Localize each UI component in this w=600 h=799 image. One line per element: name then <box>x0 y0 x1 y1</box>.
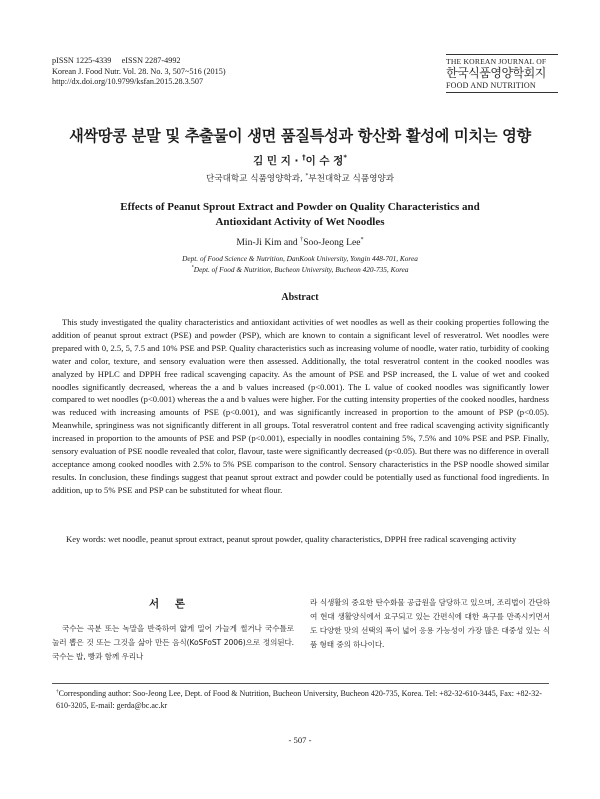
affiliation-star: * <box>191 265 194 271</box>
korean-author-1: 김 민 지 <box>253 155 291 167</box>
corresponding-author-footnote <box>52 688 549 711</box>
journal-name-korean: 한국식품영양학회지 <box>446 66 546 80</box>
journal-citation-block <box>52 56 226 88</box>
korean-author-2: 이 수 정 <box>305 155 344 167</box>
abstract-heading: Abstract <box>281 292 319 303</box>
corresponding-mark: † <box>56 688 59 695</box>
korean-affiliation-1: 단국대학교 식품영양학과, <box>205 174 306 184</box>
english-author-2: Soo-Jeong Lee <box>303 237 361 248</box>
affiliation-star: * <box>305 173 309 180</box>
english-authors <box>0 237 600 248</box>
introduction-right-column: 라 식생활의 중요한 탄수화물 공급원을 담당하고 있으며, 조리법이 간단하여 현대 생활양식에서 요구되고 있는 간편식에 대한 욕구를 만족시키면서도 다양한 맛의 선택의 폭이 넓어 응용 가능성이 가장 많은 대중성 있는 식품 형태 중의 하나이다. <box>310 598 550 649</box>
doi-link[interactable]: http://dx.doi.org/10.9799/ksfan.2015.28.3.507 <box>52 77 204 87</box>
journal-name-english: FOOD AND NUTRITION <box>446 81 558 93</box>
introduction-heading: 서 론 <box>149 598 191 610</box>
author-separator: · <box>290 155 303 167</box>
page-number: - 507 - <box>288 735 312 745</box>
english-affiliation-1: Dept. of Food Science & Nutrition, DanKook University, Yongin 448-701, Korea <box>182 254 418 263</box>
korean-affiliation-2: 부천대학교 식품영양과 <box>308 174 395 184</box>
korean-title: 새싹땅콩 분말 및 추출물이 생면 품질특성과 항산화 활성에 미치는 영향 <box>69 127 531 145</box>
footnote-text: Corresponding author: Soo-Jeong Lee, Dept. of Food & Nutrition, Bucheon University, Bucheon 420-735, Korea. Tel: +82-32-610-3445, Fax: +82-32-610-3205, E-mail: gerda@bc.ac.kr <box>56 689 542 710</box>
journal-logo <box>446 54 558 93</box>
corresponding-mark: † <box>302 153 306 162</box>
abstract-body: This study investigated the quality characteristics and antioxidant activities of wet noodles as well as their cooking properties following the addition of peanut sprout extract (PSE) and powder (PSP), which are known to contain a significant level of resveratrol. Wet noodles were prepared with 0, 2.5, 5, 7.5 and 10% PSE and PSP. Quality characteristics such as increasing volume of noodle, water ratio, turbidity of cooking water and color, texture, and sensory evaluation were then assessed. Additionally, the total resveratrol content in the cooked noodles was analyzed by HPLC and DPPH free radical scavenging capacity. As the amount of PSE and PSP increased, the L value of wet and cooked noodles significantly decreased, whereas the a and b values increased (p<0.001). The L value of cooked noodles was significantly lower compared to wet noodles (p<0.001) whereas the a and b values were higher. For the cutting intensity properties of the cooked noodles, hardness was reduced with increasing amounts of PSE (p<0.001), and was significantly increased in proportion to the amount of PSP (p<0.05). Meanwhile, springiness was not significantly different in all groups. Total resveratrol content and free radical scavenging activity significantly increased in proportion to the amounts of PSE and PSP (p<0.001), especially in noodles containing 5%, 7.5% and 10% PSE and PSP. Finally, sensory evaluation of PSE noodle revealed that color, flavour, taste were significantly decreased (p<0.05). But there was no difference in overall acceptance among cooked noodles with 2.5% to 5% PSE comparison to the control. Sensory characteristics in the PSP noodle showed similar results. In conclusion, these findings suggest that peanut sprout extract and powder could be potentially used as functional food ingredients. In addition, up to 5% PSE and PSP can be substituted for wheat flour. <box>52 317 549 495</box>
introduction-left-column: 국수는 곡분 또는 녹말을 반죽하여 얇게 밀어 가늘게 썰거나 국수틀로 눌러 뽑은 것 또는 그것을 삶아 만든 음식(KoSFoST 2006)으로 정의된다. 국수는 밥, 빵과 함께 우리나 <box>52 624 294 661</box>
english-affiliations <box>0 254 600 275</box>
english-title-line-2: Antioxidant Activity of Wet Noodles <box>215 216 385 228</box>
affiliation-star: * <box>343 153 347 162</box>
keywords: Key words: wet noodle, peanut sprout extract, peanut sprout powder, quality characteristics, DPPH free radical scavenging activity <box>66 534 517 544</box>
journal-name-top: THE KOREAN JOURNAL OF <box>446 54 558 66</box>
korean-affiliations <box>0 172 600 184</box>
citation-line: Korean J. Food Nutr. Vol. 28. No. 3, 507~516 (2015) <box>52 66 226 76</box>
footnote-divider <box>52 683 549 684</box>
issn-line: pISSN 1225-4339 eISSN 2287-4992 <box>52 56 181 65</box>
korean-authors <box>0 153 600 168</box>
english-title <box>0 200 600 230</box>
corresponding-mark: † <box>300 235 304 243</box>
english-affiliation-2: *Dept. of Food & Nutrition, Bucheon University, Bucheon 420-735, Korea <box>191 264 409 274</box>
english-title-line-1: Effects of Peanut Sprout Extract and Powder on Quality Characteristics and <box>120 201 480 213</box>
english-author-1: Min-Ji Kim and <box>236 237 301 248</box>
affiliation-star: * <box>360 235 364 243</box>
